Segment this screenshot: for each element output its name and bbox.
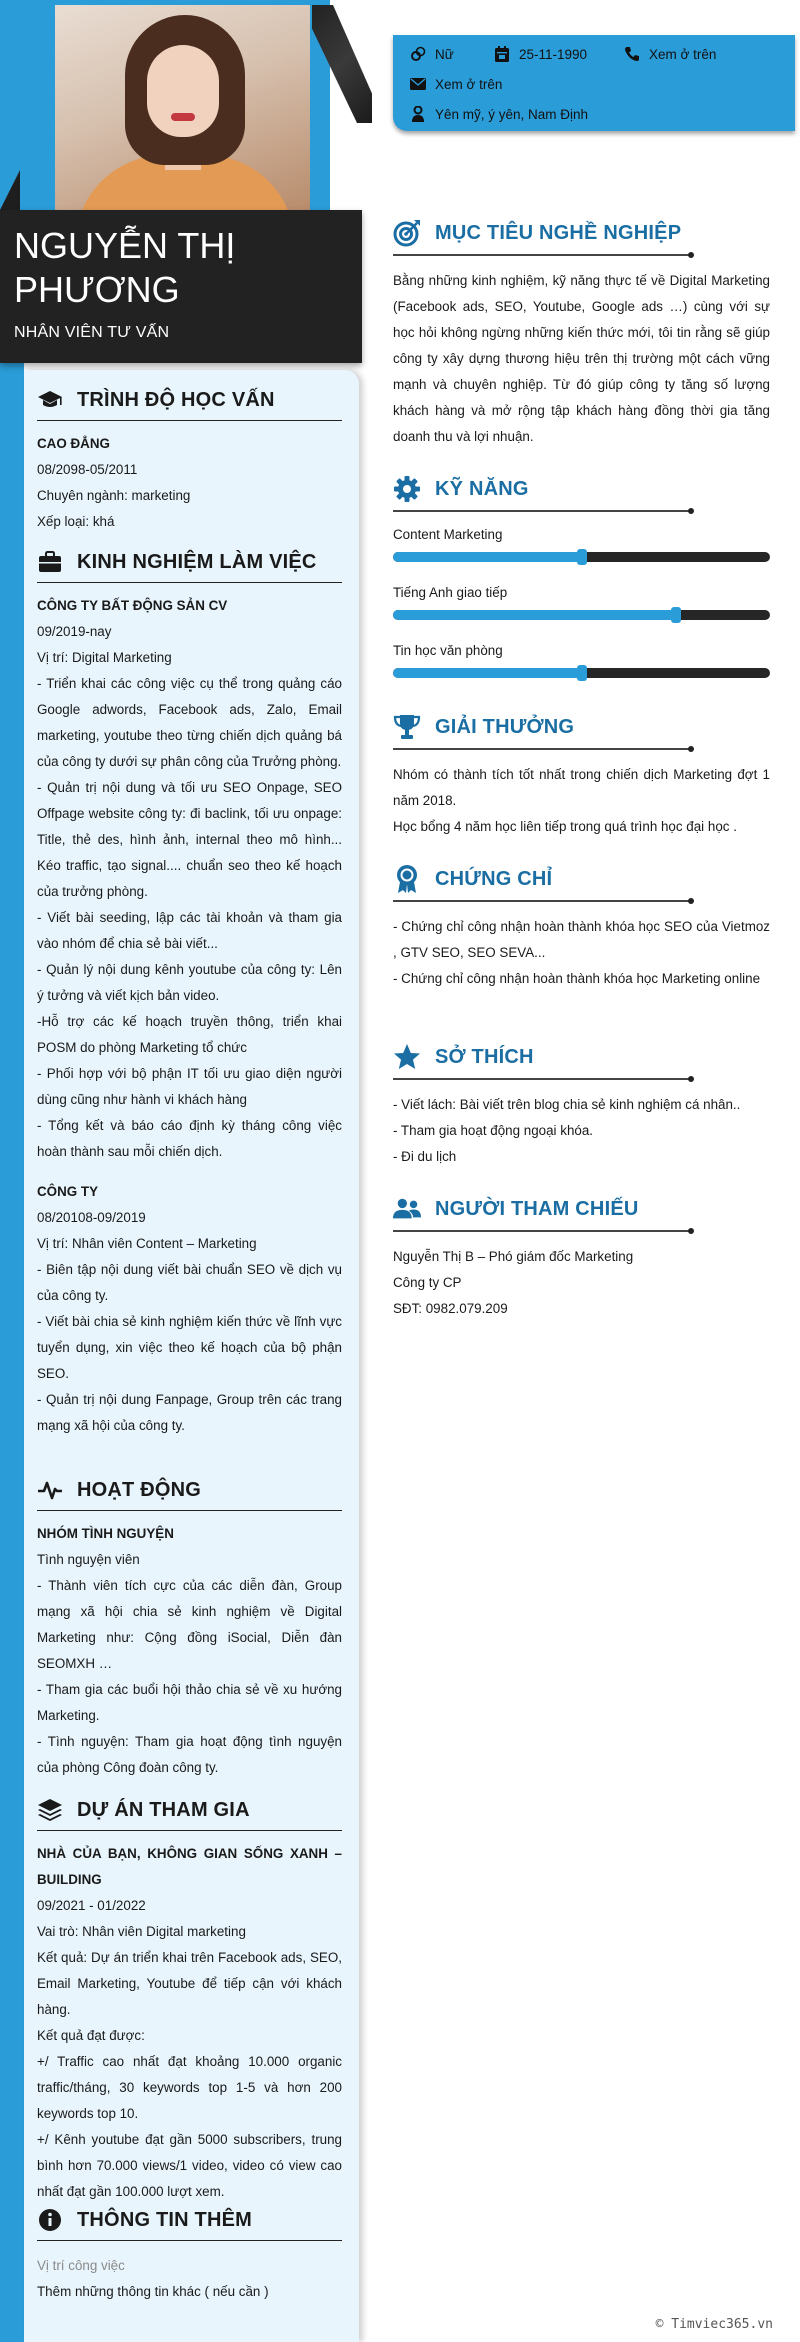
pulse-icon xyxy=(37,1477,63,1503)
certificate-badge-icon xyxy=(393,865,421,893)
references-header xyxy=(393,1192,770,1226)
job-1-detail: -Hỗ trợ các kế hoạch truyền thông, triển khai POSM do phòng Marketing tổ chức xyxy=(37,1014,342,1055)
graduation-cap-icon xyxy=(37,387,63,413)
users-icon xyxy=(393,1195,421,1223)
trophy-icon xyxy=(393,713,421,741)
project-name: NHÀ CỦA BẠN, KHÔNG GIAN SỐNG XANH – BUILDING xyxy=(37,1846,342,1887)
experience-header xyxy=(37,542,342,583)
job-2-period: 08/20108-09/2019 xyxy=(37,1210,146,1225)
skills-title: KỸ NĂNG xyxy=(435,477,529,500)
contact-card xyxy=(393,35,795,131)
footer-watermark: © Timviec365.vn xyxy=(655,2317,773,2332)
objective-title: MỤC TIÊU NGHỀ NGHIỆP xyxy=(435,221,682,244)
skill-bar xyxy=(393,668,770,678)
contact-birthday: 25-11-1990 xyxy=(493,45,587,63)
reference-item: Công ty CP xyxy=(393,1275,462,1290)
job-1-company: CÔNG TY BẤT ĐỘNG SẢN CV xyxy=(37,598,228,613)
hobby-item: - Viết lách: Bài viết trên blog chia sẻ kinh nghiệm cá nhân.. xyxy=(393,1097,741,1112)
contact-address: Yên mỹ, ý yên, Nam Định xyxy=(409,105,588,123)
project-detail: +/ Traffic cao nhất đạt khoảng 10.000 organic traffic/tháng, 30 keywords top 1-5 và hơn 200 keywords top 10. xyxy=(37,2054,342,2121)
envelope-icon xyxy=(409,75,427,93)
extra-info-header xyxy=(37,2200,342,2241)
job-1-detail: - Triển khai các công việc cụ thể trong quảng cáo Google adwords, Facebook ads, Zalo, Email marketing, youtube theo từng chiến dịch quảng bá của công ty dưới sự phân công của Trưởng phòng. xyxy=(37,676,342,769)
objective-section xyxy=(393,216,770,450)
activity-detail: - Tham gia các buổi hội thảo chia sẻ về xu hướng Marketing. xyxy=(37,1682,342,1723)
job-1-detail: - Viết bài seeding, lập các tài khoản và tham gia vào nhóm để chia sẻ bài viết... xyxy=(37,910,342,951)
section-divider xyxy=(393,510,691,512)
hobbies-title: SỞ THÍCH xyxy=(435,1045,534,1068)
awards-header xyxy=(393,710,770,744)
job-1-detail: - Quản trị nội dung và tối ưu SEO Onpage, SEO Offpage website công ty: đi baclink, tối ưu onpage: Title, thẻ des, hình ảnh, internal theo mô hình... Kéo traffic, tạo signal.... chuẩn seo theo kế hoạch của trưởng phòng. xyxy=(37,780,342,899)
references-title: NGƯỜI THAM CHIẾU xyxy=(435,1197,639,1220)
skill-item xyxy=(393,582,770,620)
gear-icon xyxy=(393,475,421,503)
reference-item: SĐT: 0982.079.209 xyxy=(393,1301,508,1316)
education-section xyxy=(37,380,342,535)
candidate-name: NGUYỄN THỊ PHƯƠNG xyxy=(14,225,236,310)
section-divider xyxy=(393,254,691,256)
job-1-detail: - Quản lý nội dung kênh youtube của công ty: Lên ý tưởng và viết kịch bản video. xyxy=(37,962,342,1003)
job-2-detail: - Quản trị nội dung Fanpage, Group trên các trang mạng xã hội của công ty. xyxy=(37,1392,342,1433)
certificates-section xyxy=(393,862,770,992)
extra-info-text: Thêm những thông tin khác ( nếu cần ) xyxy=(37,2284,269,2299)
project-period: 09/2021 - 01/2022 xyxy=(37,1898,146,1913)
target-icon xyxy=(393,219,421,247)
extra-info-placeholder: Vị trí công việc xyxy=(37,2258,125,2273)
job-1-detail: - Tổng kết và báo cáo định kỳ tháng công việc hoàn thành sau mỗi chiến dịch. xyxy=(37,1118,342,1159)
skill-name: Tiếng Anh giao tiếp xyxy=(393,585,508,600)
section-divider xyxy=(393,900,691,902)
skill-item xyxy=(393,524,770,562)
gender-icon xyxy=(409,45,427,63)
activity-role: Tình nguyện viên xyxy=(37,1552,140,1567)
job-1-position: Vị trí: Digital Marketing xyxy=(37,650,172,665)
job-1-detail: - Phối hợp với bộ phận IT tối ưu giao diện người dùng cũng như hành vi khách hàng xyxy=(37,1066,342,1107)
objective-header xyxy=(393,216,770,250)
activity-detail: - Tình nguyện: Tham gia hoạt động tình nguyện của phòng Công đoàn công ty. xyxy=(37,1734,342,1775)
job-2-company: CÔNG TY xyxy=(37,1184,99,1199)
job-2-detail: - Viết bài chia sẻ kinh nghiệm kiến thức về lĩnh vực tuyển dụng, xin việc theo kế hoạch của bộ phận SEO. xyxy=(37,1314,342,1381)
job-2-position: Vị trí: Nhân viên Content – Marketing xyxy=(37,1236,257,1251)
extra-info-section xyxy=(37,2200,342,2305)
skill-name: Content Marketing xyxy=(393,527,503,542)
experience-title: KINH NGHIỆM LÀM VIỆC xyxy=(77,550,317,573)
activities-header xyxy=(37,1470,342,1511)
education-school: CAO ĐẲNG xyxy=(37,436,110,451)
calendar-icon xyxy=(493,45,511,63)
skills-header xyxy=(393,472,770,506)
awards-title: GIẢI THƯỞNG xyxy=(435,715,575,738)
section-divider xyxy=(393,1230,691,1232)
contact-gender: Nữ xyxy=(409,45,454,63)
contact-email: Xem ở trên xyxy=(409,75,502,93)
skill-bar xyxy=(393,610,770,620)
hobbies-section xyxy=(393,1040,770,1170)
name-block xyxy=(0,210,362,363)
job-1-period: 09/2019-nay xyxy=(37,624,112,639)
references-section xyxy=(393,1192,770,1322)
contact-phone: Xem ở trên xyxy=(623,45,716,63)
objective-text: Bằng những kinh nghiệm, kỹ năng thực tế về Digital Marketing (Facebook ads, SEO, Youtube, Google ads …) cùng với sự học hỏi không ngừng những kiến thức mới, tôi tin rằng sẽ giúp công ty xây dựng thương hiệu trên thị trường một cách vững mạnh và chuyên nghiệp. Từ đó giúp công ty tăng số lượng khách hàng và mở rộng tập khách hàng đồng thời gia tăng doanh thu và lợi nhuận. xyxy=(393,273,770,444)
candidate-job-title: NHÂN VIÊN TƯ VẤN xyxy=(14,324,170,341)
certificate-item: - Chứng chỉ công nhận hoàn thành khóa học Marketing online xyxy=(393,971,761,986)
skill-item xyxy=(393,640,770,678)
activities-title: HOẠT ĐỘNG xyxy=(77,1478,202,1501)
job-2-detail: - Biên tập nội dung viết bài chuẩn SEO về dịch vụ của công ty. xyxy=(37,1262,342,1303)
skills-section xyxy=(393,472,770,678)
education-title: TRÌNH ĐỘ HỌC VẤN xyxy=(77,388,275,411)
certificates-header xyxy=(393,862,770,896)
education-header xyxy=(37,380,342,421)
section-divider xyxy=(393,748,691,750)
projects-header xyxy=(37,1790,342,1831)
projects-section xyxy=(37,1790,342,2205)
awards-section xyxy=(393,710,770,840)
info-icon xyxy=(37,2207,63,2233)
layers-icon xyxy=(37,1797,63,1823)
project-detail: Kết quả: Dự án triển khai trên Facebook ads, SEO, Email Marketing, Youtube để tiếp cận với khách hàng. xyxy=(37,1950,342,2017)
hobby-item: - Đi du lịch xyxy=(393,1149,457,1164)
reference-item: Nguyễn Thị B – Phó giám đốc Marketing xyxy=(393,1249,634,1264)
star-icon xyxy=(393,1043,421,1071)
user-icon xyxy=(409,105,427,123)
certificate-item: - Chứng chỉ công nhận hoàn thành khóa học SEO của Vietmoz , GTV SEO, SEO SEVA... xyxy=(393,919,770,960)
projects-title: DỰ ÁN THAM GIA xyxy=(77,1798,250,1821)
project-role: Vai trò: Nhân viên Digital marketing xyxy=(37,1924,246,1939)
skill-bar xyxy=(393,552,770,562)
experience-section xyxy=(37,542,342,1439)
hobbies-header xyxy=(393,1040,770,1074)
certificates-title: CHỨNG CHỈ xyxy=(435,867,553,890)
award-item: Nhóm có thành tích tốt nhất trong chiến dịch Marketing đợt 1 năm 2018. xyxy=(393,767,770,808)
activity-org: NHÓM TÌNH NGUYỆN xyxy=(37,1526,174,1541)
section-divider xyxy=(393,1078,691,1080)
education-grade: Xếp loại: khá xyxy=(37,514,115,529)
activity-detail: - Thành viên tích cực của các diễn đàn, Group mạng xã hội chia sẻ kinh nghiệm về Digital Marketing như: Cộng đồng iSocial, Diễn đàn SEOMXH … xyxy=(37,1578,342,1671)
activities-section xyxy=(37,1470,342,1781)
avatar xyxy=(55,5,310,210)
briefcase-icon xyxy=(37,549,63,575)
project-detail: +/ Kênh youtube đạt gần 5000 subscribers, trung bình hơn 70.000 views/1 video, video có view cao nhất đạt gần 100.000 lượt xem. xyxy=(37,2132,342,2199)
extra-info-title: THÔNG TIN THÊM xyxy=(77,2208,253,2231)
project-detail: Kết quả đạt được: xyxy=(37,2028,145,2043)
hobby-item: - Tham gia hoạt động ngoại khóa. xyxy=(393,1123,594,1138)
education-period: 08/2098-05/2011 xyxy=(37,462,138,477)
skill-name: Tin học văn phòng xyxy=(393,643,503,658)
award-item: Học bổng 4 năm học liên tiếp trong quá trình học đại học . xyxy=(393,819,737,834)
education-major: Chuyên ngành: marketing xyxy=(37,488,191,503)
phone-icon xyxy=(623,45,641,63)
